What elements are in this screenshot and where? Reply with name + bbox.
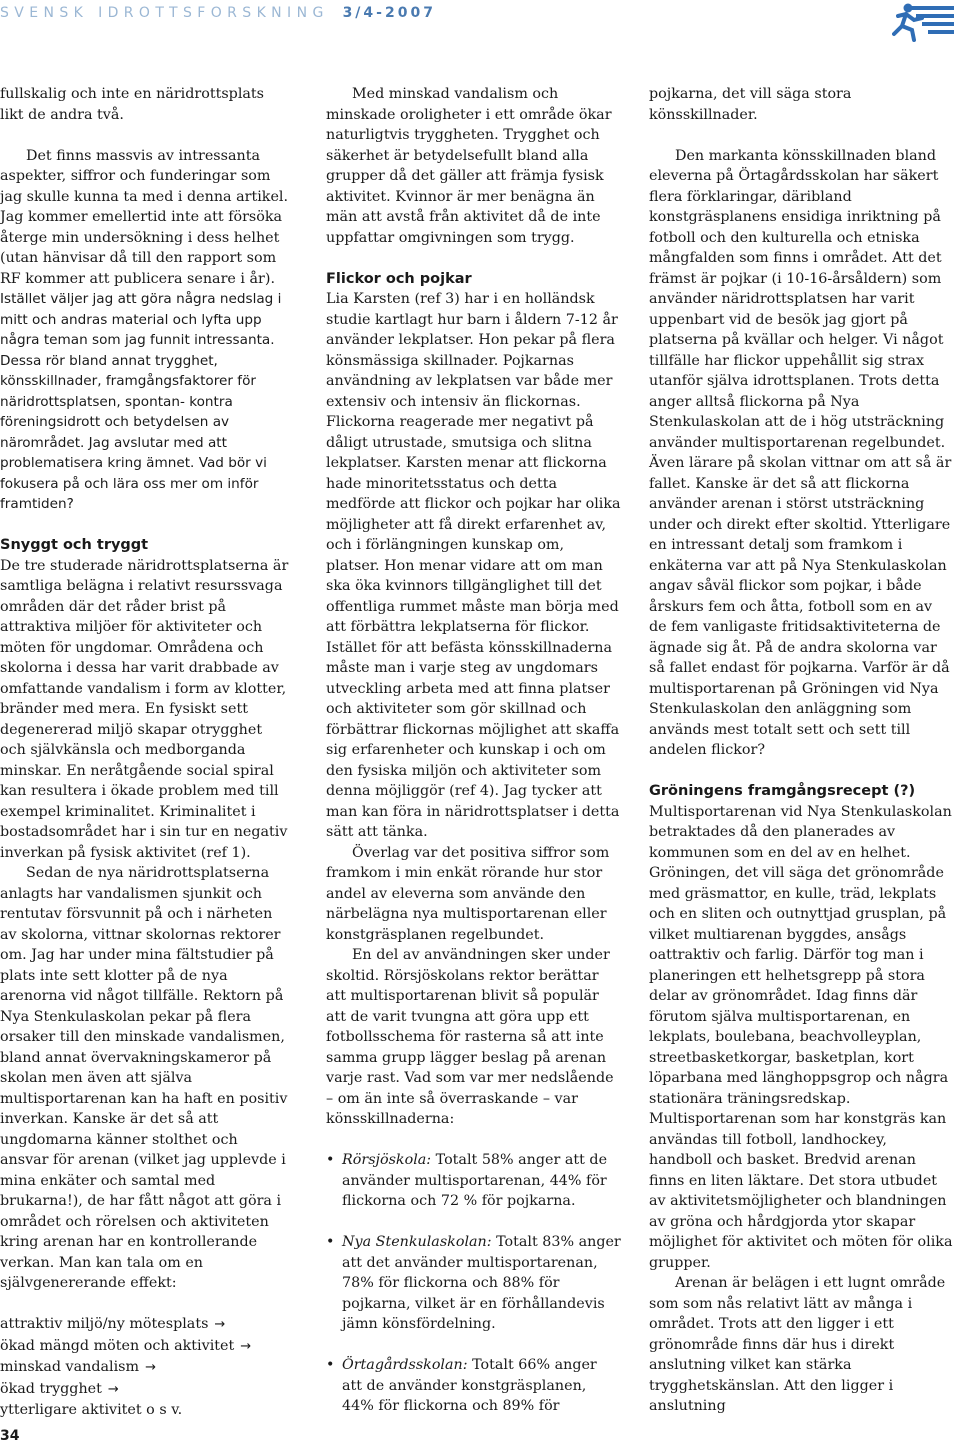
paragraph: Arenan är belägen i ett lugnt område som som nås relativt lätt av många i området. Trots att den ligger i ett grönområde finns där hus i direkt anslutning vilket kan stärka trygghetskänslan. Att den ligger i anslutning [649,1275,946,1414]
paragraph-text-sans: Istället väljer jag att göra några nedslag i mitt och andras material och lyfta upp några teman som jag funnit intressanta. Dessa rör bland annat trygghet, könsskillnader, framgångsfaktorer för näridrottsplatsen, spontan- kontra föreningsidrott och betydelsen av närområdet. Jag avslutar med att problematisera kring ämnet. Vad bör vi fokusera på och lära oss mer om inför framtiden? [0,291,282,512]
list-item: • Örtagårdsskolan: Totalt 66% anger att de använder konstgräsplanen, 44% för flickorna och 89% för [326,1355,621,1417]
list-item: • Nya Stenkulaskolan: Totalt 83% anger att det använder multisportarenan, 78% för flickorna och 88% för pojkarna, vilket är en förhållandevis jämn könsfördelning. [326,1232,621,1335]
arrow-right-icon: → [214,1317,226,1332]
paragraph: fullskalig och inte en näridrottsplats likt de andra två. [0,86,265,123]
effect-step: ytterligare aktivitet o s v. [0,1402,183,1418]
paragraph: En del av användningen sker under skoltid. Rörsjöskolans rektor berättar att multisportarenan blivit så populär att de varit tvungna att göra upp ett fotbollsschema för rasterna så att inte samma grupp lägger beslag på arenan varje rast. Vad som var mer nedslående – om än inte så överraskande – var könsskillnaderna: [326,947,614,1127]
school-name: Örtagårdsskolan: [342,1357,468,1373]
paragraph-text: Det finns massvis av intressanta aspekter, siffror och funderingar som jag skulle kunna ta med i denna artikel. Jag kommer emellertid inte att försöka återge min undersökning i dess helhet (utan hänvisar då till den rapport som RF kommer att publicera senare i år). [0,147,289,287]
paragraph: Den markanta könsskillnaden bland eleverna på Örtagårdsskolan har säkert flera förklaringar, däribland konstgräsplanens ensidiga inriktning på fotboll och den kulturella och etniska mångfalden som finns i området. Att det främst är pojkar (i 10-16-årsåldern) som använder näridrottsplatsen har varit uppenbart vid de besök jag gjort på platserna på kvällar och helger. Vi något tillfälle har flickor uppehållit sig strax utanför själva idrottsplanen. Trots detta anger alltså flickorna på Nya Stenkulaskolan att de i hög utsträckning använder multisportarenan regelbundet. Även lärare på skolan vittnar om att så är fallet. Kanske är det så att flickorna använder arenan i störst utsträckning under och direkt efter skoltid. Ytterligare en intressant detalj som framkom i enkäterna var att på Nya Stenkulaskolan angav såväl flickor som pojkar, i både årskurs fem och åtta, fotboll som en av de fem vanligaste fritidsaktiviteterna de ägnade sig åt. På de andra skolorna var så fallet endast för pojkarna. Varför är då multisportarenan på Gröningen vid Nya Stenkulaskolan den anläggning som används mest totalt sett och sett till andelen flickor? [649,147,952,758]
section-heading: Gröningens framgångsrecept (?) [649,783,916,799]
effect-step: minskad vandalism → [0,1359,156,1375]
runner-icon [892,0,954,42]
paragraph: De tre studerade näridrottsplatserna är samtliga belägna i relativt resurssvaga områden där det råder brist på attraktiva miljöer för aktiviteter och möten för ungdomar. Områdena och skolorna i dessa har varit drabbade av omfattande vandalism i form av klotter, bränder med mera. En fysiskt sett degenererad miljö skapar otrygghet och självkänsla och medborganda minskar. En neråtgående social spiral kan resultera i ökade problem med till exempel kriminalitet. Kriminalitet i bostadsområdet har i sin tur en negativ inverkan på fysisk aktivitet (ref 1). [0,557,289,861]
arrow-right-icon: → [145,1360,156,1375]
paragraph: Med minskad vandalism och minskade oroligheter i ett område ökar naturligtvis tryggheten. Trygghet och säkerhet är betydelsefullt bland alla grupper då det gäller att främja fysisk aktivitet. Kvinnor är mer benägna än män att avstå från aktivitet då de inte uppfattar omgivningen som trygg. [326,86,612,246]
paragraph: Sedan de nya näridrottsplatserna anlagts har vandalismen sjunkit och rentutav försvunnit på och i närheten av skolorna, vittnar skolornas rektorer om. Jag har under mina fältstudier på plats inte sett klotter på de nya arenorna vid något tillfälle. Rektorn på Nya Stenkulaskolan pekar på flera orsaker till den minskade vandalismen, bland annat övervakningskameror på skolan men även att själva multisportarenan kan ha haft en positiv inverkan. Kanske är det så att ungdomarna känner stolthet och ansvar för arenan (vilket jag upplevde i mina enkäter och samtal med brukarna!), de har fått något att göra i området och rörelsen och aktiviteten kring arenan har en kontrollerande verkan. Man kan tala om en självgenererande effekt: [0,865,288,1291]
page-header [0,0,960,40]
text-column-3 [649,84,954,1417]
effect-step: attraktiv miljö/ny mötesplats → [0,1316,226,1332]
text-column-1 [0,84,290,1421]
effect-step: ökad mängd möten och aktivitet → [0,1337,252,1354]
school-name: Nya Stenkulaskolan: [342,1234,492,1250]
journal-masthead [0,5,436,21]
arrow-right-icon: → [240,1338,252,1354]
effect-step: ökad trygghet → [0,1380,119,1397]
paragraph: Multisportarenan vid Nya Stenkulaskolan betraktades då den planerades av kommunen som en del av en helhet. Gröningen, det vill säga det grönområde med gräsmattor, en kulle, träd, lekplats och en sliten och outnyttjad grusplan, på vilket multiarenan byggdes, ansågs oattraktiv och farlig. Därför tog man i planeringen ett helhetsgrepp på stora delar av grönområdet. Idag finns där förutom själva multisportarenan, en lekplats, boulebana, beachvolleyplan, streetbasketkorgar, basketplan, kort löparbana med länghoppsgrop och några stationära träningsredskap. Multisportarenan som har konstgräs kan användas till fotboll, landhockey, handboll och basket. Bredvid arenan finns en liten läktare. Det stora utbudet av aktivitetsmöjligheter och blandningen av gröna och hårdgjorda ytor skapar möjlighet för aktivitet och möten för olika grupper. [649,803,953,1271]
school-name: Rörsjöskola: [342,1152,432,1168]
arrow-right-icon: → [107,1381,119,1397]
journal-title: SVENSK IDROTTSFORSKNING [0,5,329,21]
section-heading: Snyggt och tryggt [0,537,149,553]
section-heading: Flickor och pojkar [326,270,472,287]
paragraph: Överlag var det positiva siffror som framkom i min enkät rörande hur stor andel av eleverna som använde den närbelägna nya multisportarenan eller konstgräsplanen regelbundet. [326,844,610,943]
paragraph: Lia Karsten (ref 3) har i en holländsk studie kartlagt hur barn i åldern 7-12 år använder lekplatser. Hon pekar på flera könsmässiga skillnader. Pojkarnas användning av lekplatsen var både mer extensiv och intensiv än flickornas. Flickorna reagerade mer negativt på dåligt utrustade, smutsiga och slitna lekplatser. Karsten menar att flickorna hade minoritetsstatus och detta medförde att flickor och pojkar har olika möjligheter att få direkt erfarenhet av, och i förlängningen kunskap om, platser. Hon menar vidare att om man ska öka kvinnors tillgänglighet till det offentliga rummet måste man börja med att förbättra lekplatserna för flickor. Istället för att befästa könsskillnaderna måste man i varje steg av ungdomars utveckling arbeta med att finna platser och aktiviteter som gör skillnad och förbättrar flickornas möjlighet att skaffa sig erfarenheter och kunskap i och om den fysiska miljön och aktiviteter som denna möjliggör (ref 4). Jag tycker att man kan föra in näridrottsplatser i detta sätt att tänka. [326,291,621,840]
page-number: 34 [0,1428,20,1444]
school-usage-list [326,1150,621,1417]
list-item: • Rörsjöskola: Totalt 58% anger att de använder multisportarenan, 44% för flickorna och 72 % för pojkarna. [326,1150,621,1212]
text-column-2 [326,84,621,1437]
paragraph: pojkarna, det vill säga stora könsskillnader. [649,86,852,123]
paragraph [0,146,290,515]
effect-chain [0,1314,290,1421]
issue-number: 3/4-2007 [342,5,436,21]
